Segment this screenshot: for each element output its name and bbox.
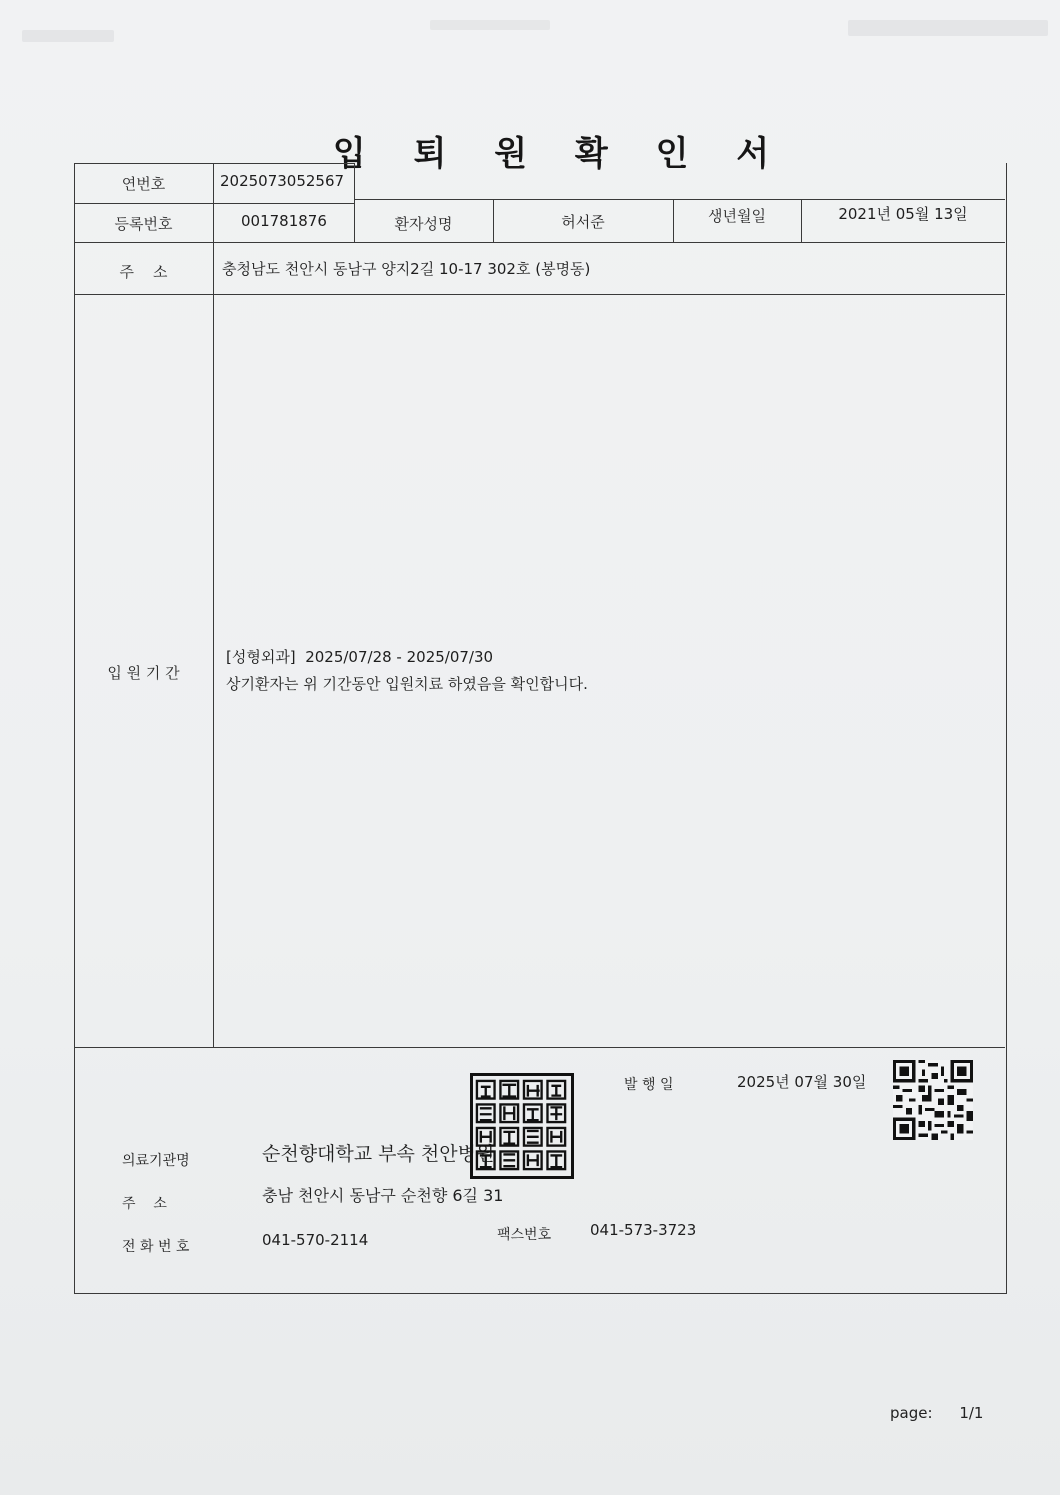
phone-label: 전 화 번 호 [122,1239,190,1255]
institution-label: 의료기관명 [122,1153,190,1169]
phone-value: 041-570-2114 [262,1231,369,1249]
admission-period-label: 입 원 기 간 [107,664,180,682]
seal-glyphs-icon [473,1076,571,1176]
fax-value: 041-573-3723 [590,1221,697,1239]
birthdate-label: 생년월일 [708,207,766,225]
institution-address-label: 주 소 [122,1196,167,1212]
institution-address: 충남 천안시 동남구 순천향 6길 31 [262,1186,504,1205]
qr-code-icon [893,1060,973,1140]
serial-label: 연번호 [121,175,166,193]
issue-date-value: 2025년 07월 30일 [737,1073,867,1091]
table-border [213,163,214,1047]
bleed-through-mark [848,20,1048,36]
bleed-through-mark [430,20,550,30]
fax-label: 팩스번호 [497,1227,552,1243]
document-title: 입 퇴 원 확 인 서 [332,134,788,174]
page-label: page: [890,1404,933,1422]
table-border [74,203,354,204]
address-label: 주 소 [119,263,168,281]
table-border [354,199,1005,200]
registration-value: 001781876 [241,212,327,230]
admission-period-line: [성형외과] 2025/07/28 - 2025/07/30 [226,648,494,666]
admission-confirmation-text: 상기환자는 위 기간동안 입원치료 하였음을 확인합니다. [226,675,588,693]
patient-name-label: 환자성명 [394,215,453,233]
bleed-through-mark [22,30,114,42]
page-number: 1/1 [959,1404,984,1422]
table-border [74,1047,1005,1048]
page-indicator [890,1404,983,1422]
institution-name: 순천향대학교 부속 천안병원 [262,1143,495,1165]
birthdate-value: 2021년 05월 13일 [838,205,968,223]
address-value: 충청남도 천안시 동남구 양지2길 10-17 302호 (봉명동) [222,260,591,278]
patient-name-value: 허서준 [561,213,605,231]
issue-date-label: 발 행 일 [624,1077,674,1093]
serial-value: 2025073052567 [220,172,345,190]
official-seal-stamp [470,1073,574,1179]
registration-label: 등록번호 [114,215,173,233]
